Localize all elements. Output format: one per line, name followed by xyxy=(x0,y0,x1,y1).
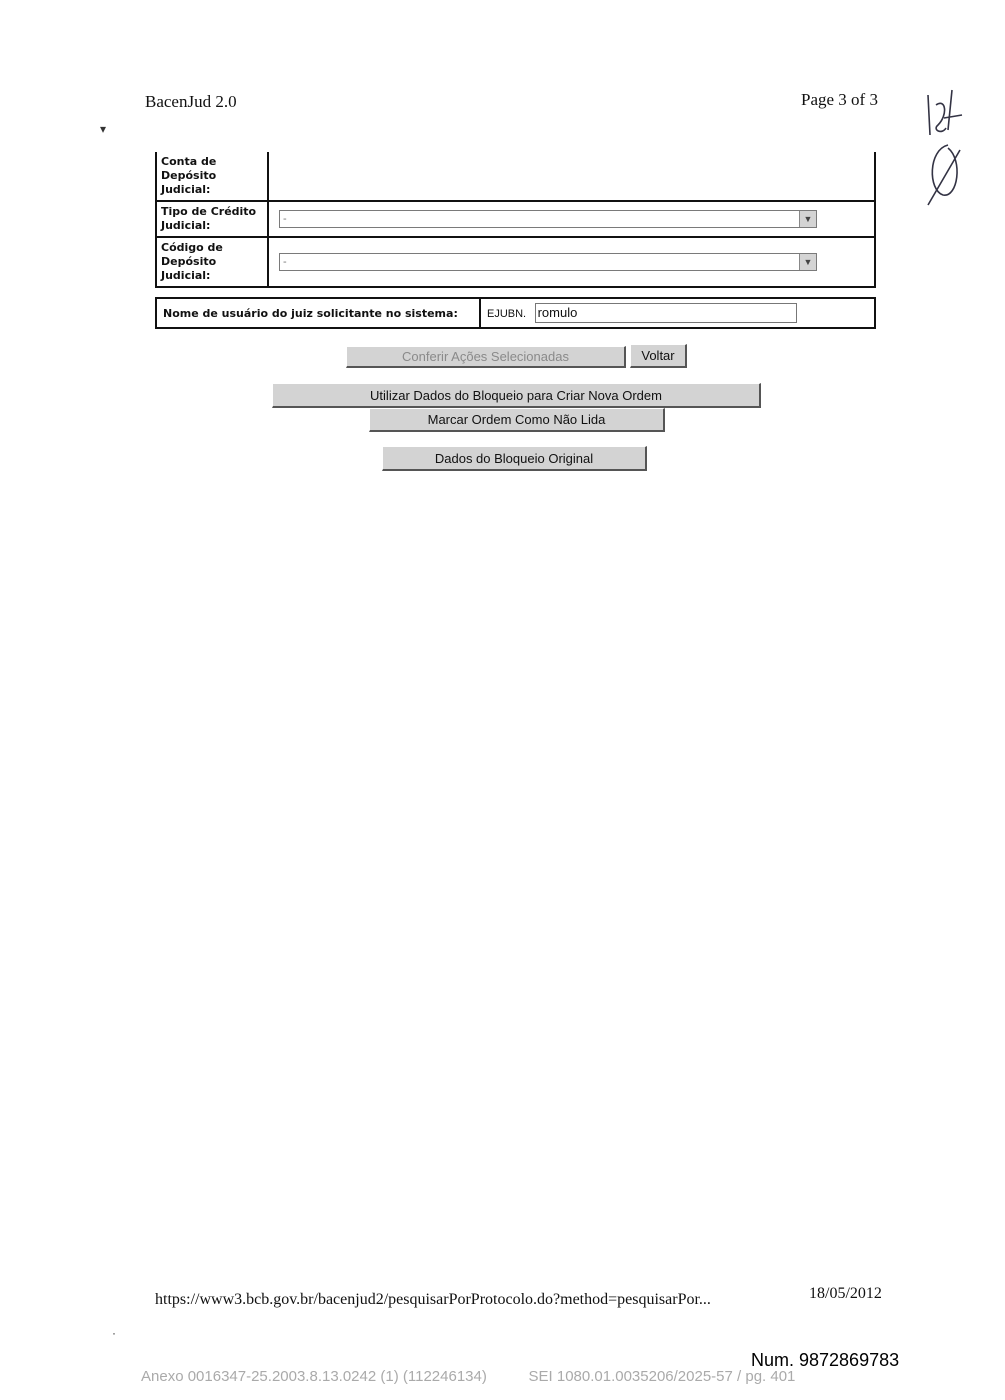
chevron-down-icon[interactable]: ▼ xyxy=(799,254,816,270)
tipo-credito-value: - xyxy=(283,213,287,225)
codigo-deposito-select[interactable] xyxy=(279,253,817,271)
conta-deposito-value xyxy=(268,152,875,201)
dados-bloqueio-original-button[interactable]: Dados do Bloqueio Original xyxy=(382,446,647,471)
scan-mark: ▾ xyxy=(100,122,107,136)
print-url: https://www3.bcb.gov.br/bacenjud2/pesquisarPorProtocolo.do?method=pesquisarPor... xyxy=(155,1291,711,1308)
page-number: Page 3 of 3 xyxy=(801,90,878,109)
tipo-credito-label: Tipo de Crédito Judicial: xyxy=(156,201,268,237)
judge-username-label: Nome de usuário do juiz solicitante no sistema: xyxy=(156,298,480,328)
document-number: Num. 9872869783 xyxy=(751,1350,900,1370)
username-prefix: EJUBN. xyxy=(487,308,527,321)
app-title: BacenJud 2.0 xyxy=(145,92,237,111)
marcar-nao-lida-button[interactable]: Marcar Ordem Como Não Lida xyxy=(369,408,665,432)
chevron-down-icon[interactable]: ▼ xyxy=(799,211,816,227)
scan-mark: · xyxy=(112,1326,116,1340)
handwritten-annotation xyxy=(918,80,968,210)
print-date: 18/05/2012 xyxy=(809,1285,882,1302)
conferir-acoes-button[interactable]: Conferir Ações Selecionadas xyxy=(346,346,626,368)
judge-user-table xyxy=(155,297,876,329)
judge-username-input[interactable]: romulo xyxy=(535,303,797,323)
annex-footer: Anexo 0016347-25.2003.8.13.0242 (1) (112246134) SEI 1080.01.0035206/2025-57 / pg. 401 xyxy=(141,1368,796,1385)
deposit-form-table xyxy=(155,152,876,288)
conta-deposito-label: Conta de Depósito Judicial: xyxy=(156,152,268,201)
tipo-credito-select[interactable] xyxy=(279,210,817,228)
codigo-deposito-label: Código de Depósito Judicial: xyxy=(156,237,268,287)
voltar-button[interactable]: Voltar xyxy=(630,344,687,368)
utilizar-dados-button[interactable]: Utilizar Dados do Bloqueio para Criar Nova Ordem xyxy=(272,383,761,408)
codigo-deposito-value: - xyxy=(283,256,287,268)
